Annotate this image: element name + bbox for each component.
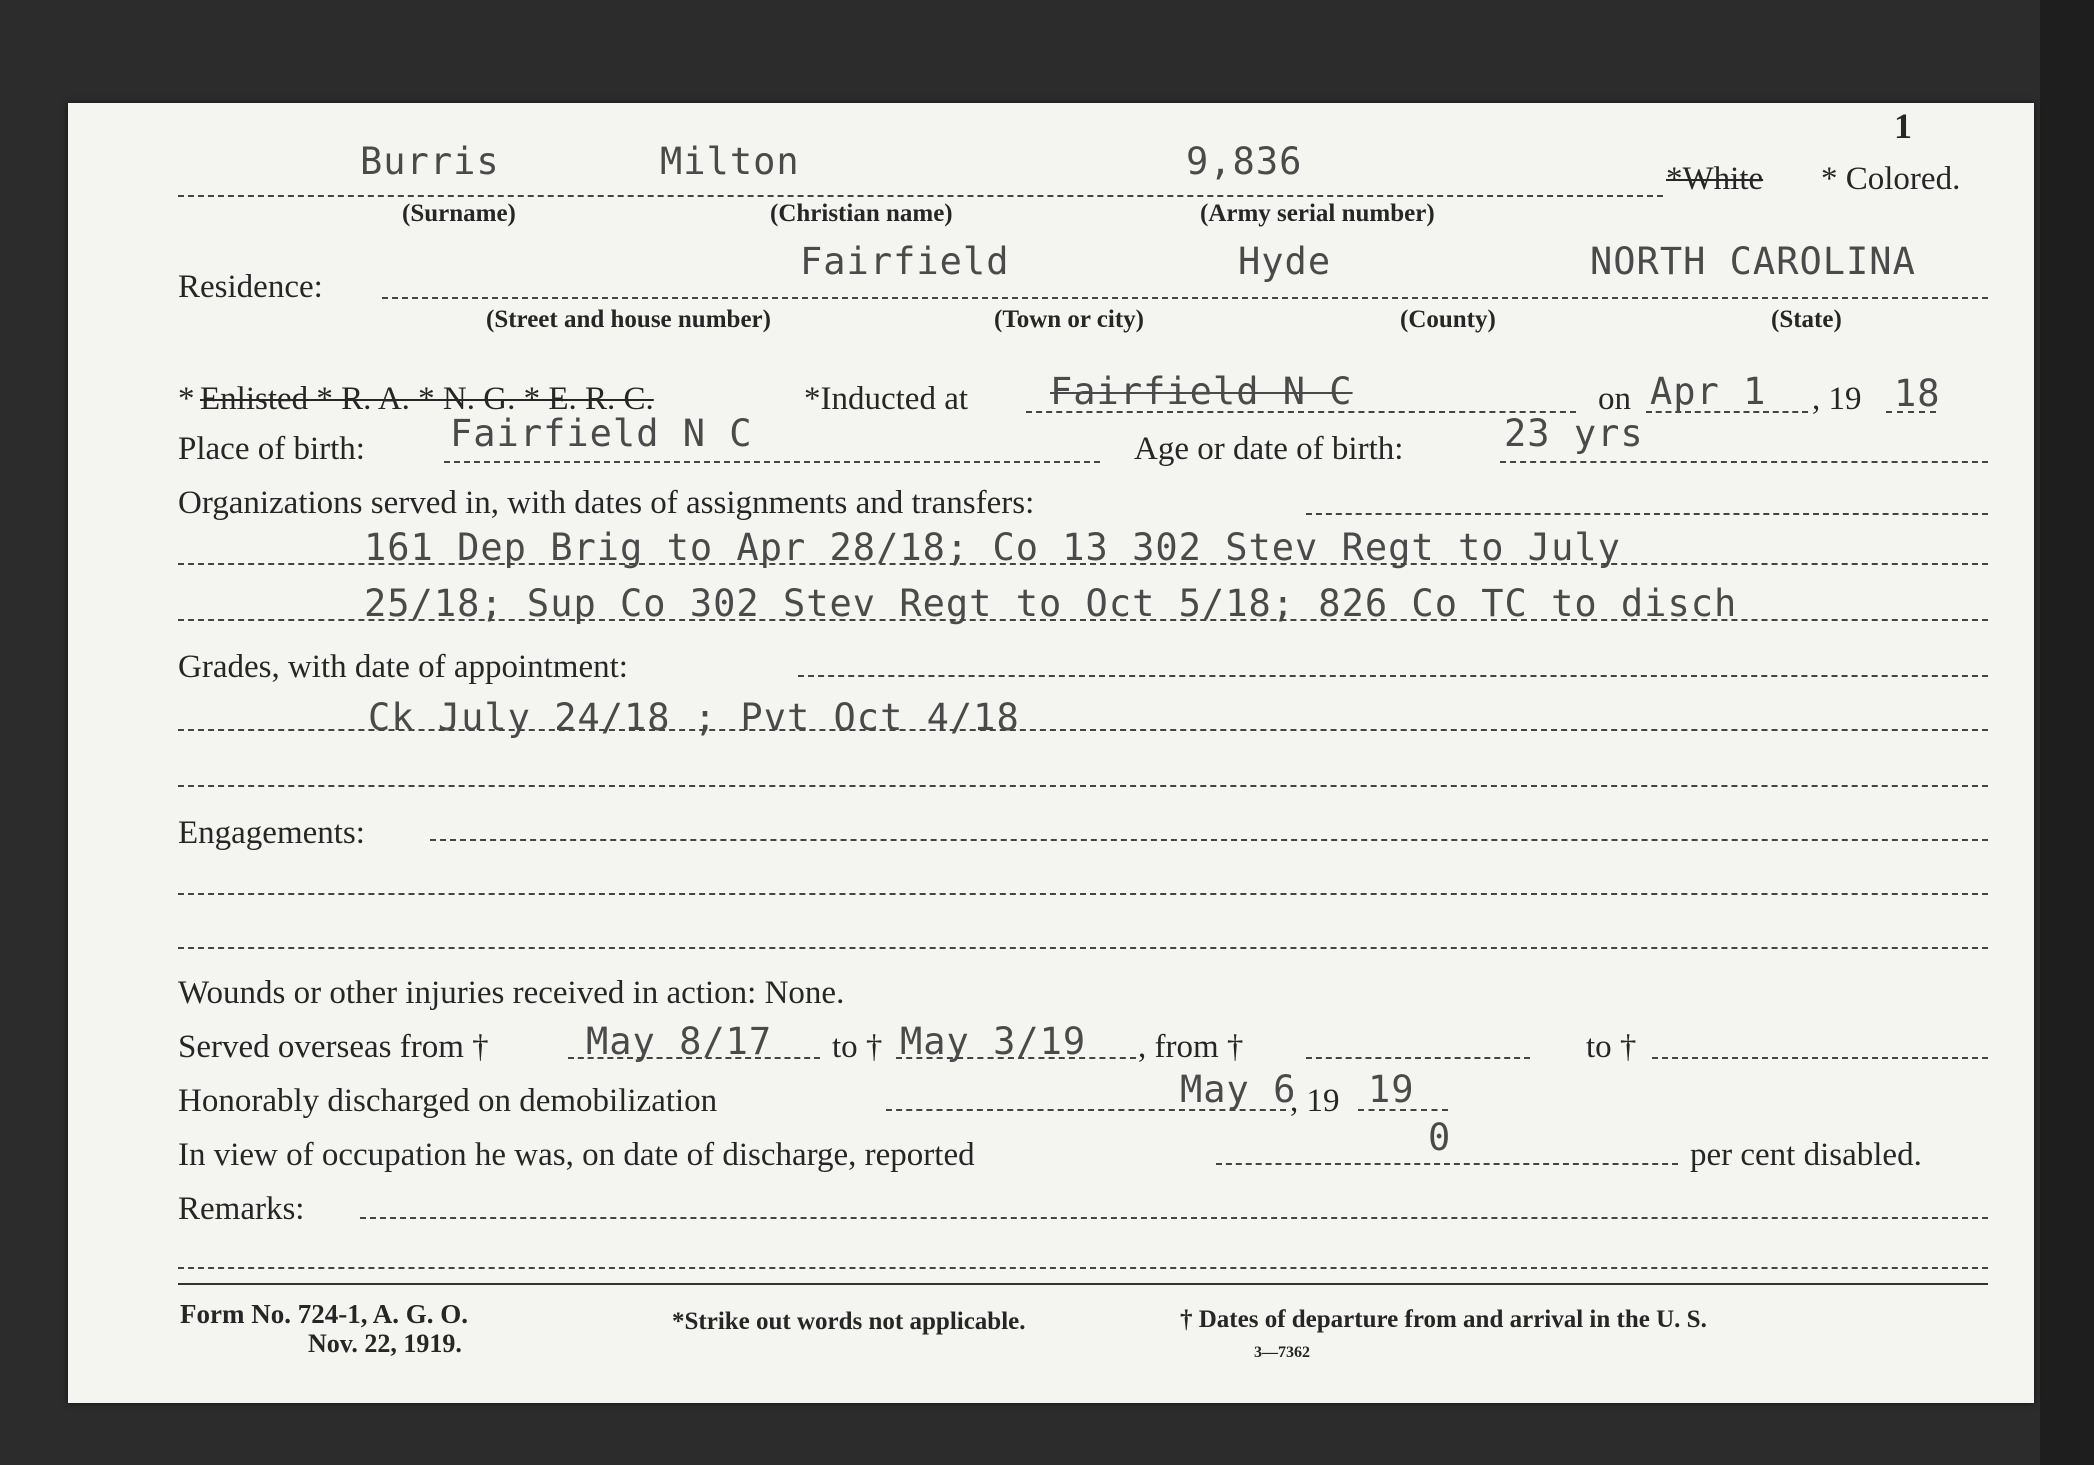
surname-caption: (Surname) — [402, 200, 516, 227]
remarks-rule-0 — [360, 1217, 1988, 1219]
discharge-date-line — [886, 1109, 1286, 1111]
christian-name-value: Milton — [660, 140, 800, 183]
enlisted-star: * — [178, 381, 195, 417]
place-of-birth-label: Place of birth: — [178, 431, 365, 467]
street-caption: (Street and house number) — [486, 306, 771, 333]
organizations-label: Organizations served in, with dates of assignments and transfers: — [178, 485, 1035, 521]
engagements-rule-1 — [178, 893, 1988, 895]
surname-value: Burris — [360, 140, 500, 183]
print-code: 3—7362 — [1254, 1344, 1310, 1361]
remarks-rule-1 — [178, 1267, 1988, 1269]
induction-year-prefix: , 19 — [1812, 381, 1862, 417]
serial-number-value: 9,836 — [1186, 140, 1303, 183]
residence-line — [382, 297, 1988, 299]
town-caption: (Town or city) — [994, 306, 1144, 333]
dates-note: † Dates of departure from and arrival in the U. S. — [1180, 1306, 1707, 1333]
inducted-place-value: Fairfield N C — [1050, 370, 1353, 413]
strike-note: *Strike out words not applicable. — [672, 1308, 1026, 1335]
engagements-rule-2 — [178, 947, 1988, 949]
overseas-from-value: May 8/17 — [586, 1020, 773, 1063]
county-caption: (County) — [1400, 306, 1496, 333]
overseas-to-value: May 3/19 — [900, 1020, 1087, 1063]
organizations-line-1: 161 Dep Brig to Apr 28/18; Co 13 302 Stev Regt to July — [364, 526, 1621, 569]
residence-label: Residence: — [178, 269, 323, 305]
enlistment-struck-options: Enlisted * R. A. * N. G. * E. R. C. — [200, 381, 654, 417]
disability-line — [1216, 1163, 1678, 1165]
disability-suffix: per cent disabled. — [1690, 1137, 1922, 1173]
grades-line-1: Ck July 24/18 ; Pvt Oct 4/18 — [368, 696, 1020, 739]
overseas-to-line — [896, 1057, 1136, 1059]
grades-rule-2 — [178, 785, 1988, 787]
state-value: NORTH CAROLINA — [1590, 240, 1916, 283]
organizations-line-2: 25/18; Sup Co 302 Stev Regt to Oct 5/18; 826 Co TC to disch — [364, 582, 1738, 625]
overseas-to2-label: to † — [1586, 1029, 1637, 1065]
induction-date-line — [1646, 411, 1808, 413]
christian-name-caption: (Christian name) — [770, 200, 953, 227]
inducted-label: *Inducted at — [804, 381, 969, 417]
induction-year-line — [1886, 411, 1936, 413]
age-label: Age or date of birth: — [1134, 431, 1404, 467]
background-edge — [2040, 0, 2094, 1465]
overseas-to-label: to † — [832, 1029, 883, 1065]
grades-label: Grades, with date of appointment: — [178, 649, 628, 685]
grades-rule-1 — [178, 729, 1988, 731]
serial-number-caption: (Army serial number) — [1200, 200, 1435, 227]
footer-divider — [178, 1283, 1988, 1285]
state-caption: (State) — [1771, 306, 1842, 333]
county-value: Hyde — [1238, 240, 1332, 283]
discharge-year-value: 19 — [1368, 1068, 1415, 1111]
grades-label-line — [798, 675, 1988, 677]
overseas-to2-line — [1652, 1057, 1988, 1059]
overseas-from-line — [568, 1057, 820, 1059]
form-date: Nov. 22, 1919. — [308, 1329, 462, 1358]
engagements-label: Engagements: — [178, 815, 365, 851]
induction-year-value: 18 — [1894, 372, 1941, 415]
discharge-year-line — [1358, 1109, 1448, 1111]
overseas-label: Served overseas from † — [178, 1029, 489, 1065]
induction-date-value: Apr 1 — [1650, 370, 1767, 413]
discharge-date-value: May 6 — [1180, 1068, 1297, 1111]
disability-percent-value: 0 — [1428, 1116, 1452, 1159]
service-record-card — [68, 103, 2034, 1403]
card-number: 1 — [1894, 106, 1912, 146]
wounds-label: Wounds or other injuries received in action: None. — [178, 975, 845, 1011]
white-option: *White — [1666, 161, 1764, 197]
inducted-line — [1026, 411, 1576, 413]
disability-label: In view of occupation he was, on date of discharge, reported — [178, 1137, 975, 1173]
town-value: Fairfield — [800, 240, 1010, 283]
age-line — [1500, 461, 1988, 463]
organizations-label-line — [1306, 513, 1988, 515]
engagements-rule-0 — [430, 839, 1988, 841]
organizations-rule-2 — [178, 619, 1988, 621]
form-number: Form No. 724-1, A. G. O. — [180, 1299, 468, 1329]
discharge-label: Honorably discharged on demobilization — [178, 1083, 718, 1119]
overseas-from2-line — [1306, 1057, 1530, 1059]
place-of-birth-value: Fairfield N C — [450, 412, 753, 455]
on-label: on — [1598, 381, 1631, 417]
remarks-label: Remarks: — [178, 1191, 305, 1227]
place-of-birth-line — [444, 461, 1100, 463]
overseas-from2-label: , from † — [1138, 1029, 1244, 1065]
discharge-year-prefix: , 19 — [1290, 1083, 1340, 1119]
colored-option: * Colored. — [1821, 161, 1961, 197]
header-line — [178, 195, 1663, 197]
age-value: 23 yrs — [1504, 412, 1644, 455]
organizations-rule-1 — [178, 563, 1988, 565]
